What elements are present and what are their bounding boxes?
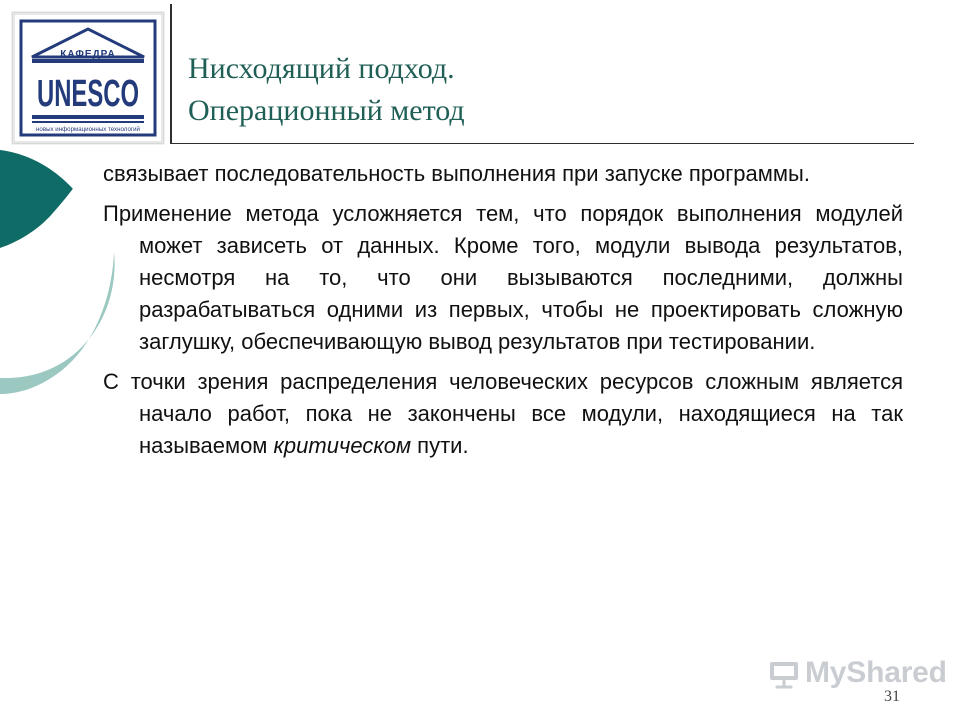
logo-bottom-text: новых информационных технологий	[36, 127, 138, 133]
logo-top-text: КАФЕДРА	[60, 49, 116, 60]
unesco-logo	[12, 12, 164, 144]
content-paragraph-1: связывает последовательность выполнения при запуске программы.	[103, 161, 810, 186]
title-horizontal-rule	[170, 143, 914, 144]
slide-number: 31	[884, 688, 900, 705]
content-paragraph-3	[103, 366, 903, 462]
slide-title-line-1: Нисходящий подход.	[188, 52, 455, 85]
myshared-watermark	[767, 656, 947, 690]
slide-title	[188, 48, 888, 132]
content-paragraph-3-emphasis: критическом	[273, 433, 412, 458]
slide-title-line-2: Операционный метод	[188, 94, 465, 127]
content-paragraph-3-before: С точки зрения распределения человеческих ресурсов сложным является начало работ, пока не закончены все модули, находящиеся на так называемом	[103, 369, 903, 458]
watermark-text: MyShared	[805, 656, 947, 689]
slide-content	[103, 158, 903, 462]
content-paragraph-2: Применение метода усложняется тем, что порядок выполнения модулей может зависеть от данных. Кроме того, модули вывода результатов, несмотря на то, что они вызываются последними, должны разрабатываться одними из первых, чтобы не проектировать сложную заглушку, обеспечивающую вывод результатов при тестировании.	[103, 201, 903, 354]
logo-main-text: UNESCO	[37, 73, 139, 115]
title-vertical-rule	[170, 4, 172, 143]
presentation-icon	[767, 656, 801, 690]
content-paragraph-3-after: пути.	[411, 433, 469, 458]
